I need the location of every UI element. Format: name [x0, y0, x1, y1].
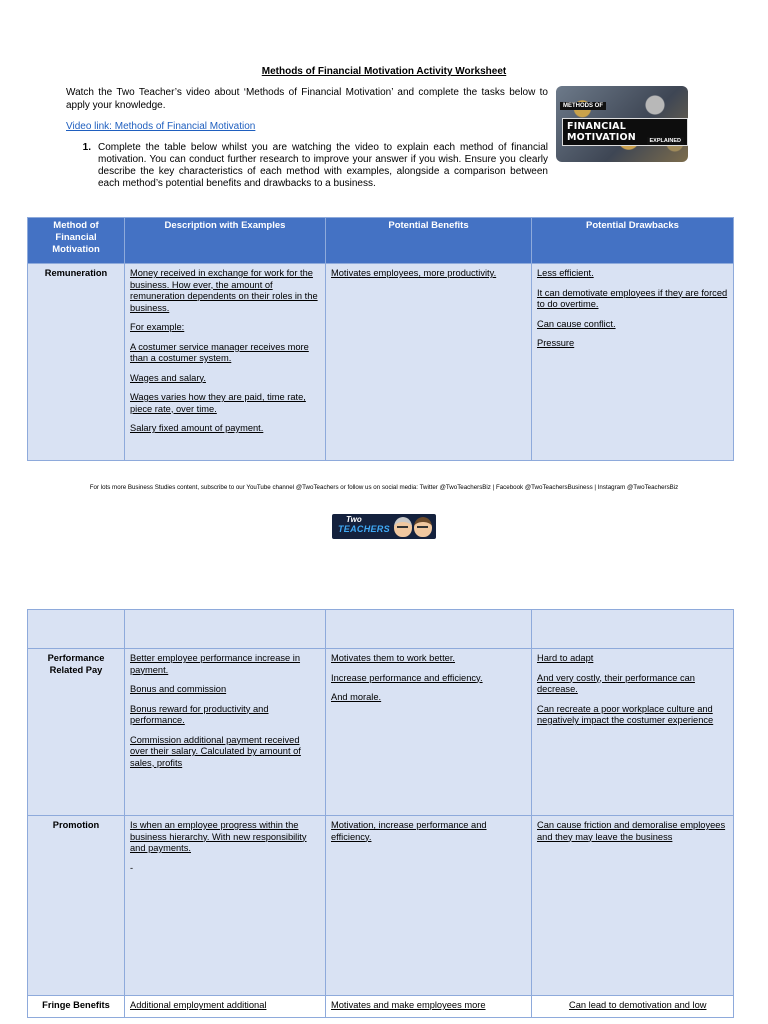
method-cell: Fringe Benefits — [28, 996, 125, 1018]
benefits-cell[interactable] — [326, 264, 532, 461]
cell-line: Commission additional payment received over their salary. Calculated by amount of sales, profits — [130, 734, 301, 768]
table-row — [28, 996, 734, 1018]
benefits-cell[interactable] — [326, 649, 532, 816]
cell-line: Motivates them to work better. — [331, 653, 456, 663]
teacher-avatar-icon — [414, 517, 432, 537]
task-number: 1. — [82, 142, 91, 153]
task-1 — [66, 142, 548, 190]
drawbacks-cell[interactable] — [532, 996, 734, 1018]
cell-line: Motivates and make employees more — [331, 1000, 486, 1010]
cell-line: It can demotivate employees if they are forced to do overtime. — [537, 287, 728, 309]
header-benefits: Potential Benefits — [326, 218, 532, 264]
cell-line: Money received in exchange for work for the business. How ever, the amount of remuneration dependents on their roles in the business. — [130, 268, 318, 313]
thumbnail-small-text: METHODS OF — [560, 102, 606, 110]
table-row — [28, 649, 734, 816]
header-method: Method of Financial Motivation — [28, 218, 125, 264]
cell-line: Pressure — [537, 338, 575, 348]
cell-line: Can cause friction and demoralise employees and they may leave the business — [537, 820, 726, 842]
empty-cell[interactable] — [28, 610, 125, 649]
drawbacks-cell[interactable] — [532, 816, 734, 996]
description-cell[interactable] — [125, 649, 326, 816]
footer-social-text: For lots more Business Studies content, subscribe to our YouTube channel @TwoTeachers or follow us on social media: Twitter @TwoTeachersBiz | Facebook @TwoTeachersBusiness | Instagram @TwoTeachersBiz — [89, 484, 679, 491]
drawbacks-cell[interactable] — [532, 649, 734, 816]
cell-line: Bonus and commission — [130, 684, 227, 694]
header-description: Description with Examples — [125, 218, 326, 264]
cell-line: Better employee performance increase in payment. — [130, 653, 301, 675]
cell-line: Hard to adapt — [537, 653, 594, 663]
teacher-avatar-icon — [394, 517, 412, 537]
drawbacks-cell[interactable] — [532, 264, 734, 461]
cell-line: Additional employment additional — [130, 1000, 267, 1010]
cell-line: Bonus reward for productivity and performance. — [130, 703, 269, 725]
motivation-table-page1 — [27, 217, 734, 461]
intro-text: Watch the Two Teacher’s video about ‘Methods of Financial Motivation’ and complete the tasks below to apply your knowledge. — [66, 87, 548, 111]
empty-cell[interactable] — [532, 610, 734, 649]
description-cell[interactable] — [125, 264, 326, 461]
table-row — [28, 264, 734, 461]
cell-line: Can lead to demotivation and low — [569, 1000, 707, 1010]
logo-text-line1: Two — [346, 515, 362, 524]
task-text: Complete the table below whilst you are watching the video to explain each method of financial motivation. You can conduct further research to improve your answer if you wish. Ensure you clearly describe the key characteristics of each method with examples, alongside a comparison between each method’s potential benefits and drawbacks to a business. — [98, 142, 548, 189]
benefits-cell[interactable] — [326, 816, 532, 996]
table-row-empty — [28, 610, 734, 649]
cell-line: Wages varies how they are paid, time rate, piece rate, over time. — [130, 392, 306, 414]
cell-line: Wages and salary. — [130, 372, 206, 383]
benefits-cell[interactable] — [326, 996, 532, 1018]
description-cell[interactable] — [125, 996, 326, 1018]
cell-line: A costumer service manager receives more than a costumer system. — [130, 341, 309, 363]
table-row — [28, 816, 734, 996]
video-thumbnail[interactable] — [556, 86, 688, 162]
method-cell: Performance Related Pay — [28, 649, 125, 816]
cell-line: Increase performance and efficiency. — [331, 672, 483, 683]
method-cell: Remuneration — [28, 264, 125, 461]
description-cell[interactable] — [125, 816, 326, 996]
empty-cell[interactable] — [125, 610, 326, 649]
logo-text-line2: TEACHERS — [338, 524, 390, 534]
cell-line: Salary fixed amount of payment. — [130, 423, 264, 433]
worksheet-title: Methods of Financial Motivation Activity Worksheet — [261, 66, 507, 77]
thumbnail-title: FINANCIAL MOTIVATION — [562, 118, 688, 146]
cell-line: Can recreate a poor workplace culture and negatively impact the costumer experience — [537, 703, 714, 725]
cell-line: Is when an employee progress within the business hierarchy. With new responsibility and payments. — [130, 820, 307, 853]
motivation-table-page2 — [27, 609, 734, 1018]
cell-line: Motivates employees, more productivity. — [331, 268, 497, 278]
cell-line: Less efficient. — [537, 268, 594, 278]
cell-line: - — [130, 862, 134, 873]
cell-line: Can cause conflict. — [537, 318, 616, 329]
method-cell: Promotion — [28, 816, 125, 996]
video-link[interactable]: Video link: Methods of Financial Motivation — [66, 121, 256, 132]
cell-line: And morale. — [331, 692, 382, 702]
cell-line: Motivation, increase performance and efficiency. — [331, 820, 487, 842]
two-teachers-logo — [332, 514, 436, 539]
cell-line: For example: — [130, 322, 185, 332]
empty-cell[interactable] — [326, 610, 532, 649]
thumbnail-explained: EXPLAINED — [647, 137, 684, 145]
header-drawbacks: Potential Drawbacks — [532, 218, 734, 264]
cell-line: And very costly, their performance can decrease. — [537, 672, 695, 694]
